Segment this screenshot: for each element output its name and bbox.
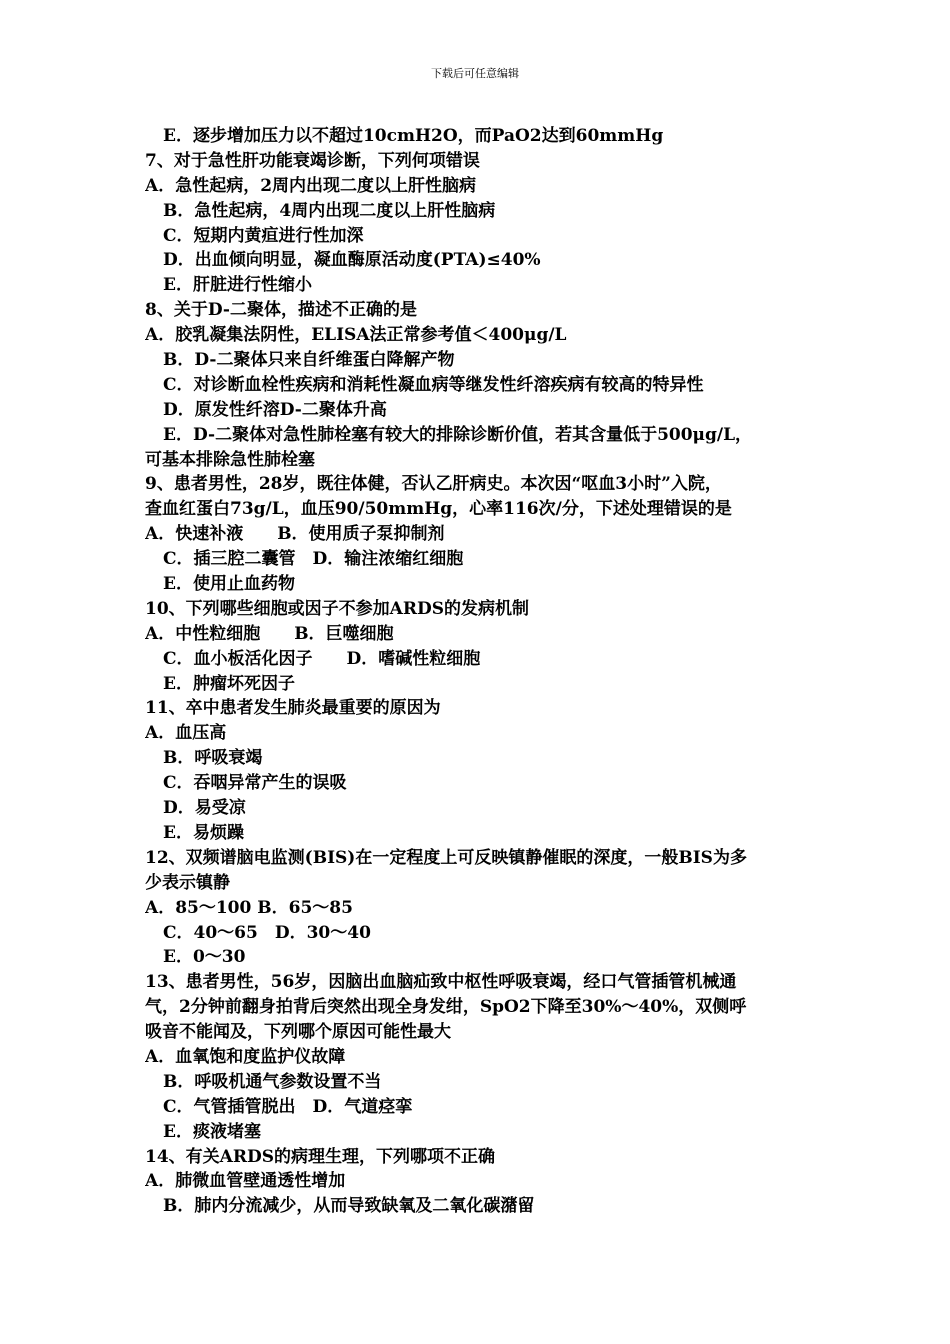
text-line: A．85～100 B．65～85	[145, 897, 353, 918]
text-line: C．短期内黄疸进行性加深	[163, 225, 364, 246]
text-line: C．40～65 D．30～40	[163, 922, 371, 943]
text-line: D．出血倾向明显，凝血酶原活动度(PTA)≤40%	[163, 250, 541, 271]
text-line: B．急性起病，4周内出现二度以上肝性脑病	[163, 200, 496, 221]
text-line: E．使用止血药物	[163, 574, 295, 595]
text-line: E．易烦躁	[163, 822, 244, 843]
text-line: 10、下列哪些细胞或因子不参加ARDS的发病机制	[145, 598, 529, 619]
text-line: B．D-二聚体只来自纤维蛋白降解产物	[163, 350, 455, 371]
text-line: E．肿瘤坏死因子	[163, 673, 295, 694]
text-line: 气，2分钟前翻身拍背后突然出现全身发绀，SpO2下降至30%～40%，双侧呼	[145, 997, 747, 1018]
text-line: 14、有关ARDS的病理生理，下列哪项不正确	[145, 1146, 495, 1167]
text-line: 11、卒中患者发生肺炎最重要的原因为	[145, 698, 441, 719]
text-line: E．逐步增加压力以不超过10cmH2O，而PaO2达到60mmHg	[163, 126, 664, 146]
text-line: E．痰液堵塞	[163, 1121, 261, 1142]
text-line: 查血红蛋白73g/L，血压90/50mmHg，心率116次/分，下述处理错误的是	[145, 499, 732, 520]
text-line: E．0～30	[163, 947, 246, 968]
text-line: A．血氧饱和度监护仪故障	[145, 1046, 346, 1067]
text-line: B．呼吸衰竭	[163, 748, 263, 769]
document-body	[145, 124, 815, 1219]
text-line: 12、双频谱脑电监测(BIS)在一定程度上可反映镇静催眠的深度，一般BIS为多	[145, 847, 747, 868]
text-line: A．急性起病，2周内出现二度以上肝性脑病	[145, 175, 477, 196]
text-line: 9、患者男性，28岁，既往体健，否认乙肝病史。本次因“呕血3小时”入院，	[145, 474, 722, 495]
text-line: 8、关于D-二聚体，描述不正确的是	[145, 300, 417, 321]
text-line: A．中性粒细胞 B．巨噬细胞	[145, 623, 394, 644]
text-line: E．肝脏进行性缩小	[163, 275, 312, 296]
text-line: A．血压高	[145, 723, 227, 744]
text-line: D．原发性纤溶D-二聚体升高	[163, 399, 387, 420]
text-line: C．对诊断血栓性疾病和消耗性凝血病等继发性纤溶疾病有较高的特异性	[163, 374, 704, 395]
text-line: 少表示镇静	[145, 872, 230, 893]
text-line: C．插三腔二囊管 D．输注浓缩红细胞	[163, 549, 464, 570]
text-line: A．肺微血管壁通透性增加	[145, 1171, 346, 1192]
text-line: 13、患者男性，56岁，因脑出血脑疝致中枢性呼吸衰竭，经口气管插管机械通	[145, 972, 737, 993]
text-line: C．气管插管脱出 D．气道痉挛	[163, 1096, 413, 1117]
text-line: E．D-二聚体对急性肺栓塞有较大的排除诊断价值，若其含量低于500μg/L，	[163, 424, 753, 445]
text-line: B．肺内分流减少，从而导致缺氧及二氧化碳潴留	[163, 1196, 535, 1217]
text-line: A．快速补液 B．使用质子泵抑制剂	[145, 524, 445, 545]
text-line: B．呼吸机通气参数设置不当	[163, 1071, 382, 1092]
text-line: 吸音不能闻及，下列哪个原因可能性最大	[145, 1022, 451, 1043]
page-header: 下载后可任意编辑	[431, 67, 519, 80]
text-line: 7、对于急性肝功能衰竭诊断，下列何项错误	[145, 150, 480, 171]
text-line: C．血小板活化因子 D．嗜碱性粒细胞	[163, 648, 481, 669]
text-line: C．吞咽异常产生的误吸	[163, 773, 347, 794]
text-line: 可基本排除急性肺栓塞	[145, 449, 315, 470]
text-line: D．易受凉	[163, 798, 246, 819]
text-line: A．胶乳凝集法阴性，ELISA法正常参考值＜400μg/L	[145, 325, 567, 346]
